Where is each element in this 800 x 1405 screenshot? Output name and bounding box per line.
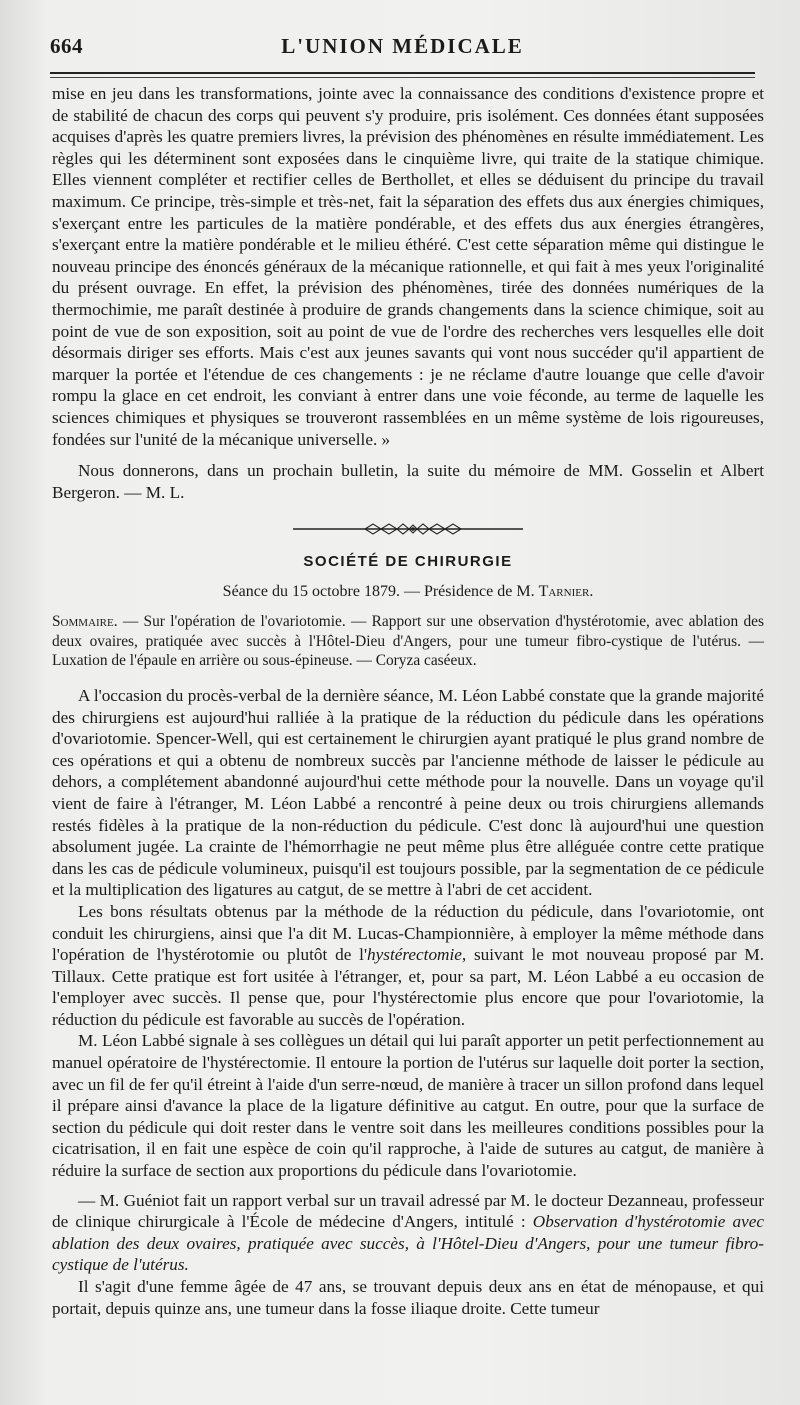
summary-label: Sommaire (52, 613, 114, 631)
page-number: 664 (50, 34, 83, 58)
session-line (52, 581, 764, 603)
body-paragraph-5: Il s'agit d'une femme âgée de 47 ans, se trouvant depuis deux ans en état de ménopause, et qui portait, depuis quinze ans, une tumeur dans la fosse iliaque droite. Cette tumeur (52, 1277, 764, 1318)
body-paragraph-2-text-b: , suivant le mot nouveau proposé par M. Tillaux. Cette pratique est fort usitée à l'étranger, et, pour sa part, M. Léon Labbé a eu occasion de l'employer avec succès. Il pense que, pour l'hystérectomie plus encore que pour l'ovariotomie, la réduction du pédicule est favorable au succès de l'opération. (52, 945, 764, 1029)
section-divider-ornament (293, 523, 523, 535)
running-title: L'UNION MÉDICALE (281, 34, 524, 58)
page-header (50, 32, 755, 66)
summary-text: . — Sur l'opération de l'ovariotomie. — Rapport sur une observation d'hystérotomie, avec ablation des deux ovaires, pratiquée avec succès à l'Hôtel-Dieu d'Angers, pour une tumeur fibro-cystique de l'utérus. — Luxation de l'épaule en arrière ou sous-épineuse. — Coryza caséeux. (52, 613, 764, 670)
session-president: Tarnier (538, 582, 590, 600)
article-body (52, 83, 764, 1319)
intro-paragraph-2: Nous donnerons, dans un prochain bulletin, la suite du mémoire de MM. Gosselin et Albert Bergeron. — M. L. (52, 461, 764, 502)
body-paragraph-2-italic: hystérectomie (367, 945, 462, 965)
body-paragraph-4-italic: Observation d'hystérotomie avec ablation des deux ovaires, pratiquée avec succès, à l'Hôtel-Dieu d'Angers, pour une tumeur fibro-cystique de l'utérus. (52, 1212, 764, 1275)
session-end: . (589, 582, 594, 600)
body-paragraph-2 (52, 901, 764, 1031)
summary (52, 612, 764, 671)
header-rule-thick (50, 72, 755, 74)
body-paragraph-1: A l'occasion du procès-verbal de la dernière séance, M. Léon Labbé constate que la grande majorité des chirurgiens est aujourd'hui ralliée à la pratique de la réduction du pédicule dans les opérations d'ovariotomie. Spencer-Well, qui est certainement le chirurgien ayant pratiqué le plus grand nombre de ces opérations et qui a obtenu de nombreux succès par l'ancienne méthode de laisser le pédicule au dehors, a complétement abandonné aujourd'hui cette méthode pour la nouvelle. Dans un voyage qu'il vient de faire à l'étranger, M. Léon Labbé a rencontré à peine deux ou trois chirurgiens allemands restés fidèles à la pratique de la non-réduction du pédicule. C'est donc là aujourd'hui une question absolument jugée. La crainte de l'hémorrhagie ne peut même plus être alléguée contre cette pratique dans les cas de pédicule volumineux, puisqu'il est toujours possible, par la segmentation de ce pédicule et la multiplication des ligatures au catgut, de se mettre à l'abri de cet accident. (52, 685, 764, 900)
body-paragraph-2-text-a: Les bons résultats obtenus par la méthode de la réduction du pédicule, dans l'ovariotomie, ont conduit les chirurgiens, ainsi que l'a dit M. Lucas-Championnière, à employer la même méthode dans l'opération de l'hystérotomie ou plutôt de l' (52, 901, 764, 965)
section-title: SOCIÉTÉ DE CHIRURGIE (303, 553, 513, 571)
body-paragraph-4 (52, 1190, 764, 1276)
header-rule-thin (50, 77, 755, 78)
session-date: Séance du 15 octobre 1879. — Présidence de M. (222, 582, 539, 600)
body-paragraph-3: M. Léon Labbé signale à ses collègues un détail qui lui paraît apporter un petit perfectionnement au manuel opératoire de l'hystérectomie. Il entoure la portion de l'utérus sur laquelle doit porter la section, avec un fil de fer qu'il étreint à l'aide d'un serre-nœud, de manière à tracer un sillon profond dans lequel il prépare ainsi d'avance la place de la ligature définitive au catgut. En outre, pour que la surface de section du pédicule qui doit rester dans le ventre soit dans les meilleures conditions possibles pour la cicatrisation, il en fait une espèce de coin qu'il rapproche, à l'aide de sutures au catgut, de manière à réduire la surface de section aux proportions du pédicule dans l'ovariotomie. (52, 1031, 764, 1181)
intro-paragraph-1: mise en jeu dans les transformations, jointe avec la connaissance des conditions d'existence propre et de stabilité de chacun des corps qui peuvent s'y produire, pris isolément. Ces données étant supposées acquises d'après les quatre premiers livres, la prévision des phénomènes en résulte immédiatement. Les règles qui les déterminent sont exposées dans le cinquième livre, qui traite de la statique chimique. Elles viennent compléter et rectifier celles de Berthollet, et elles se déduisent du principe du travail maximum. Ce principe, très-simple et très-net, fait la séparation des effets dus aux énergies chimiques, s'exerçant entre les particules de la matière pondérable, et des effets dus aux énergies étrangères, s'exerçant entre la matière pondérable et le milieu éthéré. C'est cette séparation même qui distingue le nouveau principe des énoncés généraux de la mécanique rationnelle, et qui fait à mes yeux l'originalité du présent ouvrage. En effet, la prévision des phénomènes, tirée des données numériques de la thermochimie, me paraît destinée à produire de grands changements dans la science chimique, soit au point de vue de son exposition, soit au point de vue de l'ordre des recherches vers lesquelles elle doit désormais diriger ses efforts. Mais c'est aux jeunes savants qui vont nous succéder qu'il appartient de marquer la portée et l'étendue de ces changements : je ne réclame d'autre louange que celle d'avoir rompu la glace en cet endroit, les conviant à entrer dans une voie féconde, au terme de laquelle les sciences chimiques et physiques se trouveront rassemblées en un même système de lois rigoureuses, fondées sur l'unité de la mécanique universelle. » (52, 84, 764, 449)
body-paragraph-4-text: — M. Guéniot fait un rapport verbal sur un travail adressé par M. le docteur Dezanneau, professeur de clinique chirurgicale à l'École de médecine d'Angers, intitulé : (52, 1190, 764, 1232)
